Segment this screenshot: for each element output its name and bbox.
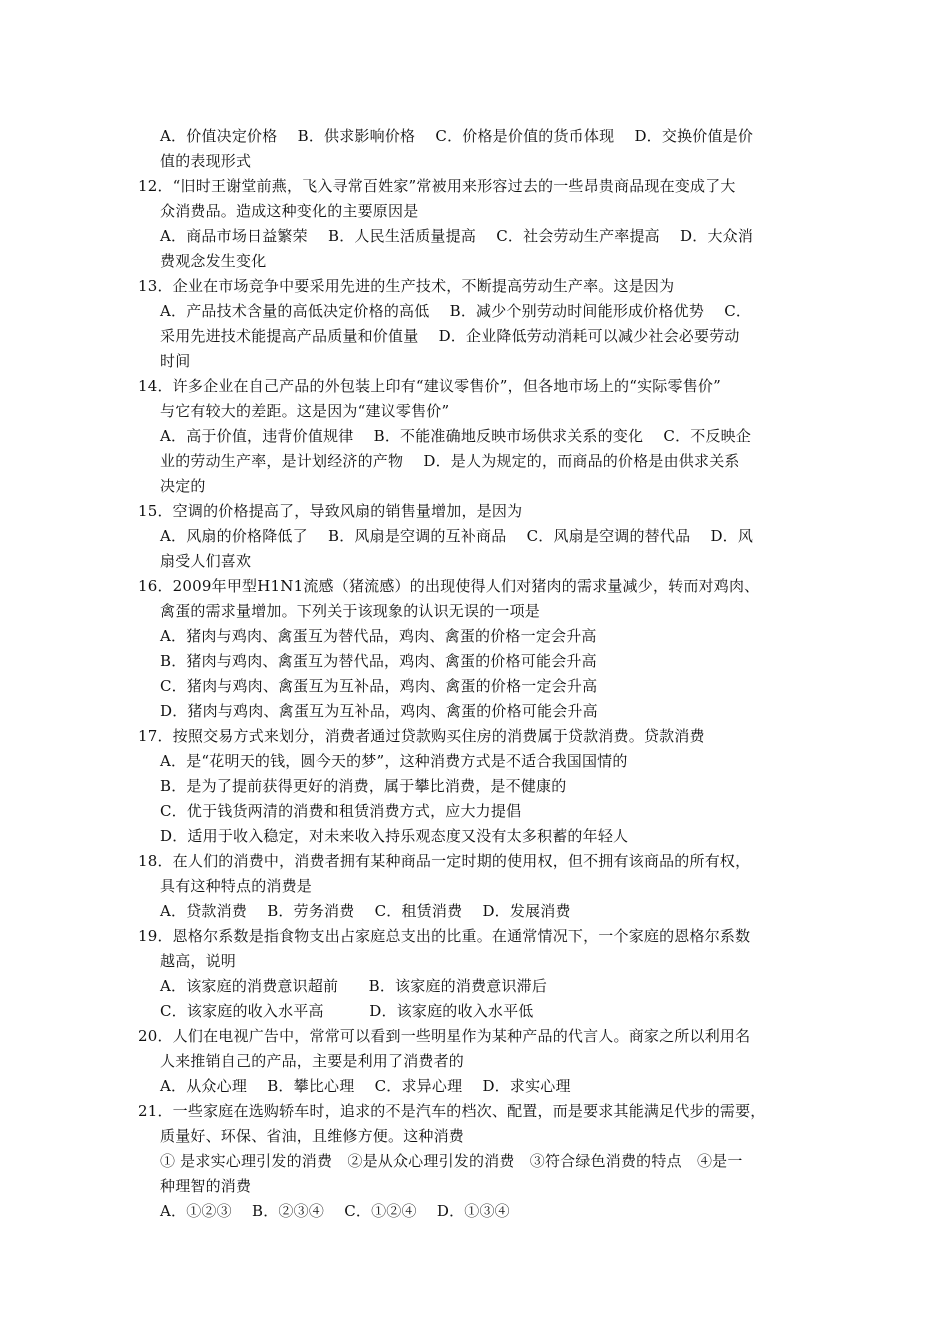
text-line: A．商品市场日益繁荣 B．人民生活质量提高 C．社会劳动生产率提高 D．大众消 bbox=[160, 227, 754, 245]
question-line: 17．按照交易方式来划分，消费者通过贷款购买住房的消费属于贷款消费。贷款消费 bbox=[138, 727, 705, 745]
text-line: A．贷款消费 B．劳务消费 C．租赁消费 D．发展消费 bbox=[160, 902, 571, 920]
text-line: A．①②③ B．②③④ C．①②④ D．①③④ bbox=[160, 1202, 510, 1220]
text-line: 时间 bbox=[160, 352, 191, 370]
text-line: 具有这种特点的消费是 bbox=[160, 877, 313, 895]
question-line: 14．许多企业在自己产品的外包装上印有“建议零售价”，但各地市场上的“实际零售价” bbox=[138, 377, 721, 395]
text-line: ① 是求实心理引发的消费 ②是从众心理引发的消费 ③符合绿色消费的特点 ④是一 bbox=[160, 1152, 743, 1170]
text-line: A．风扇的价格降低了 B．风扇是空调的互补商品 C．风扇是空调的替代品 D．风 bbox=[160, 527, 754, 545]
text-line: A．该家庭的消费意识超前 B．该家庭的消费意识滞后 bbox=[160, 977, 548, 995]
text-line: 扇受人们喜欢 bbox=[160, 552, 252, 570]
text-line: A．高于价值，违背价值规律 B．不能准确地反映市场供求关系的变化 C．不反映企 bbox=[160, 427, 752, 445]
text-line: 与它有较大的差距。这是因为“建议零售价” bbox=[160, 402, 450, 420]
question-line: 20．人们在电视广告中，常常可以看到一些明星作为某种产品的代言人。商家之所以利用名 bbox=[138, 1027, 751, 1045]
text-line: C．猪肉与鸡肉、禽蛋互为互补品，鸡肉、禽蛋的价格一定会升高 bbox=[160, 677, 598, 695]
text-line: 决定的 bbox=[160, 477, 206, 495]
text-line: B．是为了提前获得更好的消费，属于攀比消费，是不健康的 bbox=[160, 777, 567, 795]
text-line: A．产品技术含量的高低决定价格的高低 B．减少个别劳动时间能形成价格优势 C． bbox=[160, 302, 752, 320]
text-line: 人来推销自己的产品，主要是利用了消费者的 bbox=[160, 1052, 465, 1070]
text-line: 费观念发生变化 bbox=[160, 252, 267, 270]
question-line: 12．“旧时王谢堂前燕，飞入寻常百姓家”常被用来形容过去的一些昂贵商品现在变成了大 bbox=[138, 177, 736, 195]
question-line: 13．企业在市场竞争中要采用先进的生产技术，不断提高劳动生产率。这是因为 bbox=[138, 277, 675, 295]
text-line: C．优于钱货两清的消费和租赁消费方式，应大力提倡 bbox=[160, 802, 522, 820]
text-line: D．猪肉与鸡肉、禽蛋互为互补品，鸡肉、禽蛋的价格可能会升高 bbox=[160, 702, 598, 720]
text-line: 质量好、环保、省油，且维修方便。这种消费 bbox=[160, 1127, 465, 1145]
text-line: 众消费品。造成这种变化的主要原因是 bbox=[160, 202, 419, 220]
text-line: D．适用于收入稳定，对未来收入持乐观态度又没有太多积蓄的年轻人 bbox=[160, 827, 629, 845]
document-body bbox=[138, 124, 818, 1224]
text-line: 越高，说明 bbox=[160, 952, 237, 970]
question-line: 21．一些家庭在选购轿车时，追求的不是汽车的档次、配置，而是要求其能满足代步的需要， bbox=[138, 1102, 766, 1120]
text-line: A．猪肉与鸡肉、禽蛋互为替代品，鸡肉、禽蛋的价格一定会升高 bbox=[160, 627, 597, 645]
text-line: B．猪肉与鸡肉、禽蛋互为替代品，鸡肉、禽蛋的价格可能会升高 bbox=[160, 652, 597, 670]
text-line: 值的表现形式 bbox=[160, 152, 252, 170]
text-line: 禽蛋的需求量增加。下列关于该现象的认识无误的一项是 bbox=[160, 602, 541, 620]
question-line: 18．在人们的消费中，消费者拥有某种商品一定时期的使用权，但不拥有该商品的所有权， bbox=[138, 852, 751, 870]
question-line: 19．恩格尔系数是指食物支出占家庭总支出的比重。在通常情况下，一个家庭的恩格尔系数 bbox=[138, 927, 751, 945]
text-line: A．价值决定价格 B．供求影响价格 C．价格是价值的货币体现 D．交换价值是价 bbox=[160, 127, 754, 145]
text-line: 采用先进技术能提高产品质量和价值量 D．企业降低劳动消耗可以减少社会必要劳动 bbox=[160, 327, 740, 345]
text-line: 业的劳动生产率，是计划经济的产物 D．是人为规定的，而商品的价格是由供求关系 bbox=[160, 452, 740, 470]
question-line: 16．2009年甲型H1N1流感（猪流感）的出现使得人们对猪肉的需求量减少，转而对鸡肉、 bbox=[138, 577, 760, 595]
text-line: 种理智的消费 bbox=[160, 1177, 252, 1195]
text-line: A．是“花明天的钱，圆今天的梦”，这种消费方式是不适合我国国情的 bbox=[160, 752, 628, 770]
text-line: C．该家庭的收入水平高 D．该家庭的收入水平低 bbox=[160, 1002, 534, 1020]
question-line: 15．空调的价格提高了，导致风扇的销售量增加，是因为 bbox=[138, 502, 523, 520]
text-line: A．从众心理 B．攀比心理 C．求异心理 D．求实心理 bbox=[160, 1077, 571, 1095]
